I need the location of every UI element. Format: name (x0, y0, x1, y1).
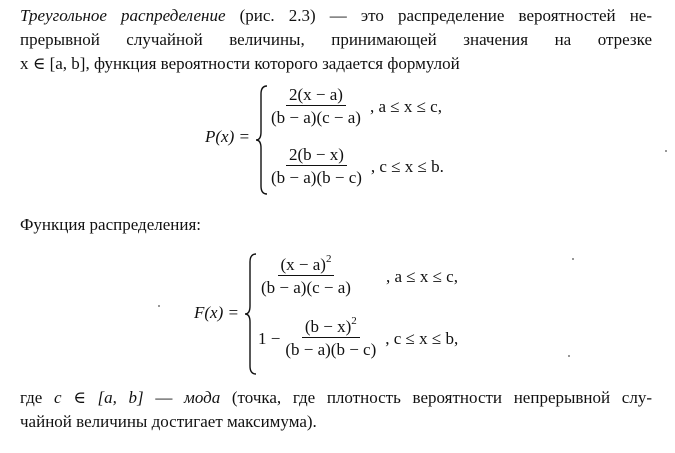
cdf-case-1-fraction (258, 253, 354, 297)
cdf-brace (244, 252, 258, 376)
cdf-case-2-numerator (302, 315, 360, 338)
intro-line-3: x ∈ [a, b], функция вероятности которого задается формулой (20, 54, 460, 73)
conclusion-line-1 (20, 386, 652, 410)
scan-speck (665, 150, 667, 152)
cdf-case-2-lead: 1 − (258, 328, 281, 348)
cdf-label: Функция распределения: (20, 215, 202, 234)
cdf-case-2-denominator: (b − a)(b − c) (285, 340, 377, 359)
term-triangular-distribution: Треугольное распределение (20, 6, 226, 25)
intro-line-2: прерывной случайной величины, принимающей значения на отрезке (20, 30, 652, 49)
cdf-case-2 (258, 315, 459, 359)
cdf-case-1-exponent: 2 (325, 253, 332, 265)
cdf-case-1 (258, 253, 458, 297)
pdf-case-2-denominator: (b − a)(b − c) (271, 168, 362, 187)
cdf-case-1-numerator (278, 253, 335, 276)
cdf-case-2-fraction (282, 315, 379, 359)
pdf-case-2-numerator: 2(b − x) (286, 146, 347, 166)
cdf-lhs: F(x) = (194, 303, 239, 322)
conclusion-math: c ∈ [a, b] (54, 388, 144, 407)
pdf-case-1-condition: , a ≤ x ≤ c, (369, 96, 442, 116)
scan-speck (572, 258, 574, 260)
cdf-case-1-condition: , a ≤ x ≤ c, (385, 266, 458, 286)
pdf-case-1-denominator: (b − a)(c − a) (271, 108, 361, 127)
term-mode: мода (183, 388, 221, 407)
intro-line-1-text: (рис. 2.3) — это распределение вероятностей не- (225, 6, 652, 25)
pdf-case-1-numerator: 2(x − a) (286, 86, 346, 106)
cdf-case-1-denominator: (b − a)(c − a) (261, 278, 351, 297)
conclusion-dash: — (143, 388, 184, 407)
conclusion-line-2: чайной величины достигает максимума). (20, 412, 317, 431)
cdf-case-2-numerator-base: (b − x) (304, 317, 352, 336)
cdf-case-1-numerator-base: (x − a) (280, 255, 326, 274)
conclusion-line-1-text: (точка, где плотность вероятности непрерывной слу- (220, 388, 652, 407)
cdf-case-2-condition: , c ≤ x ≤ b, (385, 328, 459, 348)
pdf-lhs: P(x) = (205, 127, 250, 146)
scan-speck (158, 305, 160, 307)
conclusion-where: где (20, 388, 54, 407)
conclusion-paragraph (20, 386, 652, 434)
cdf-case-2-exponent: 2 (351, 315, 357, 327)
scan-speck (568, 355, 570, 357)
pdf-case-2-condition: , c ≤ x ≤ b. (370, 156, 444, 176)
